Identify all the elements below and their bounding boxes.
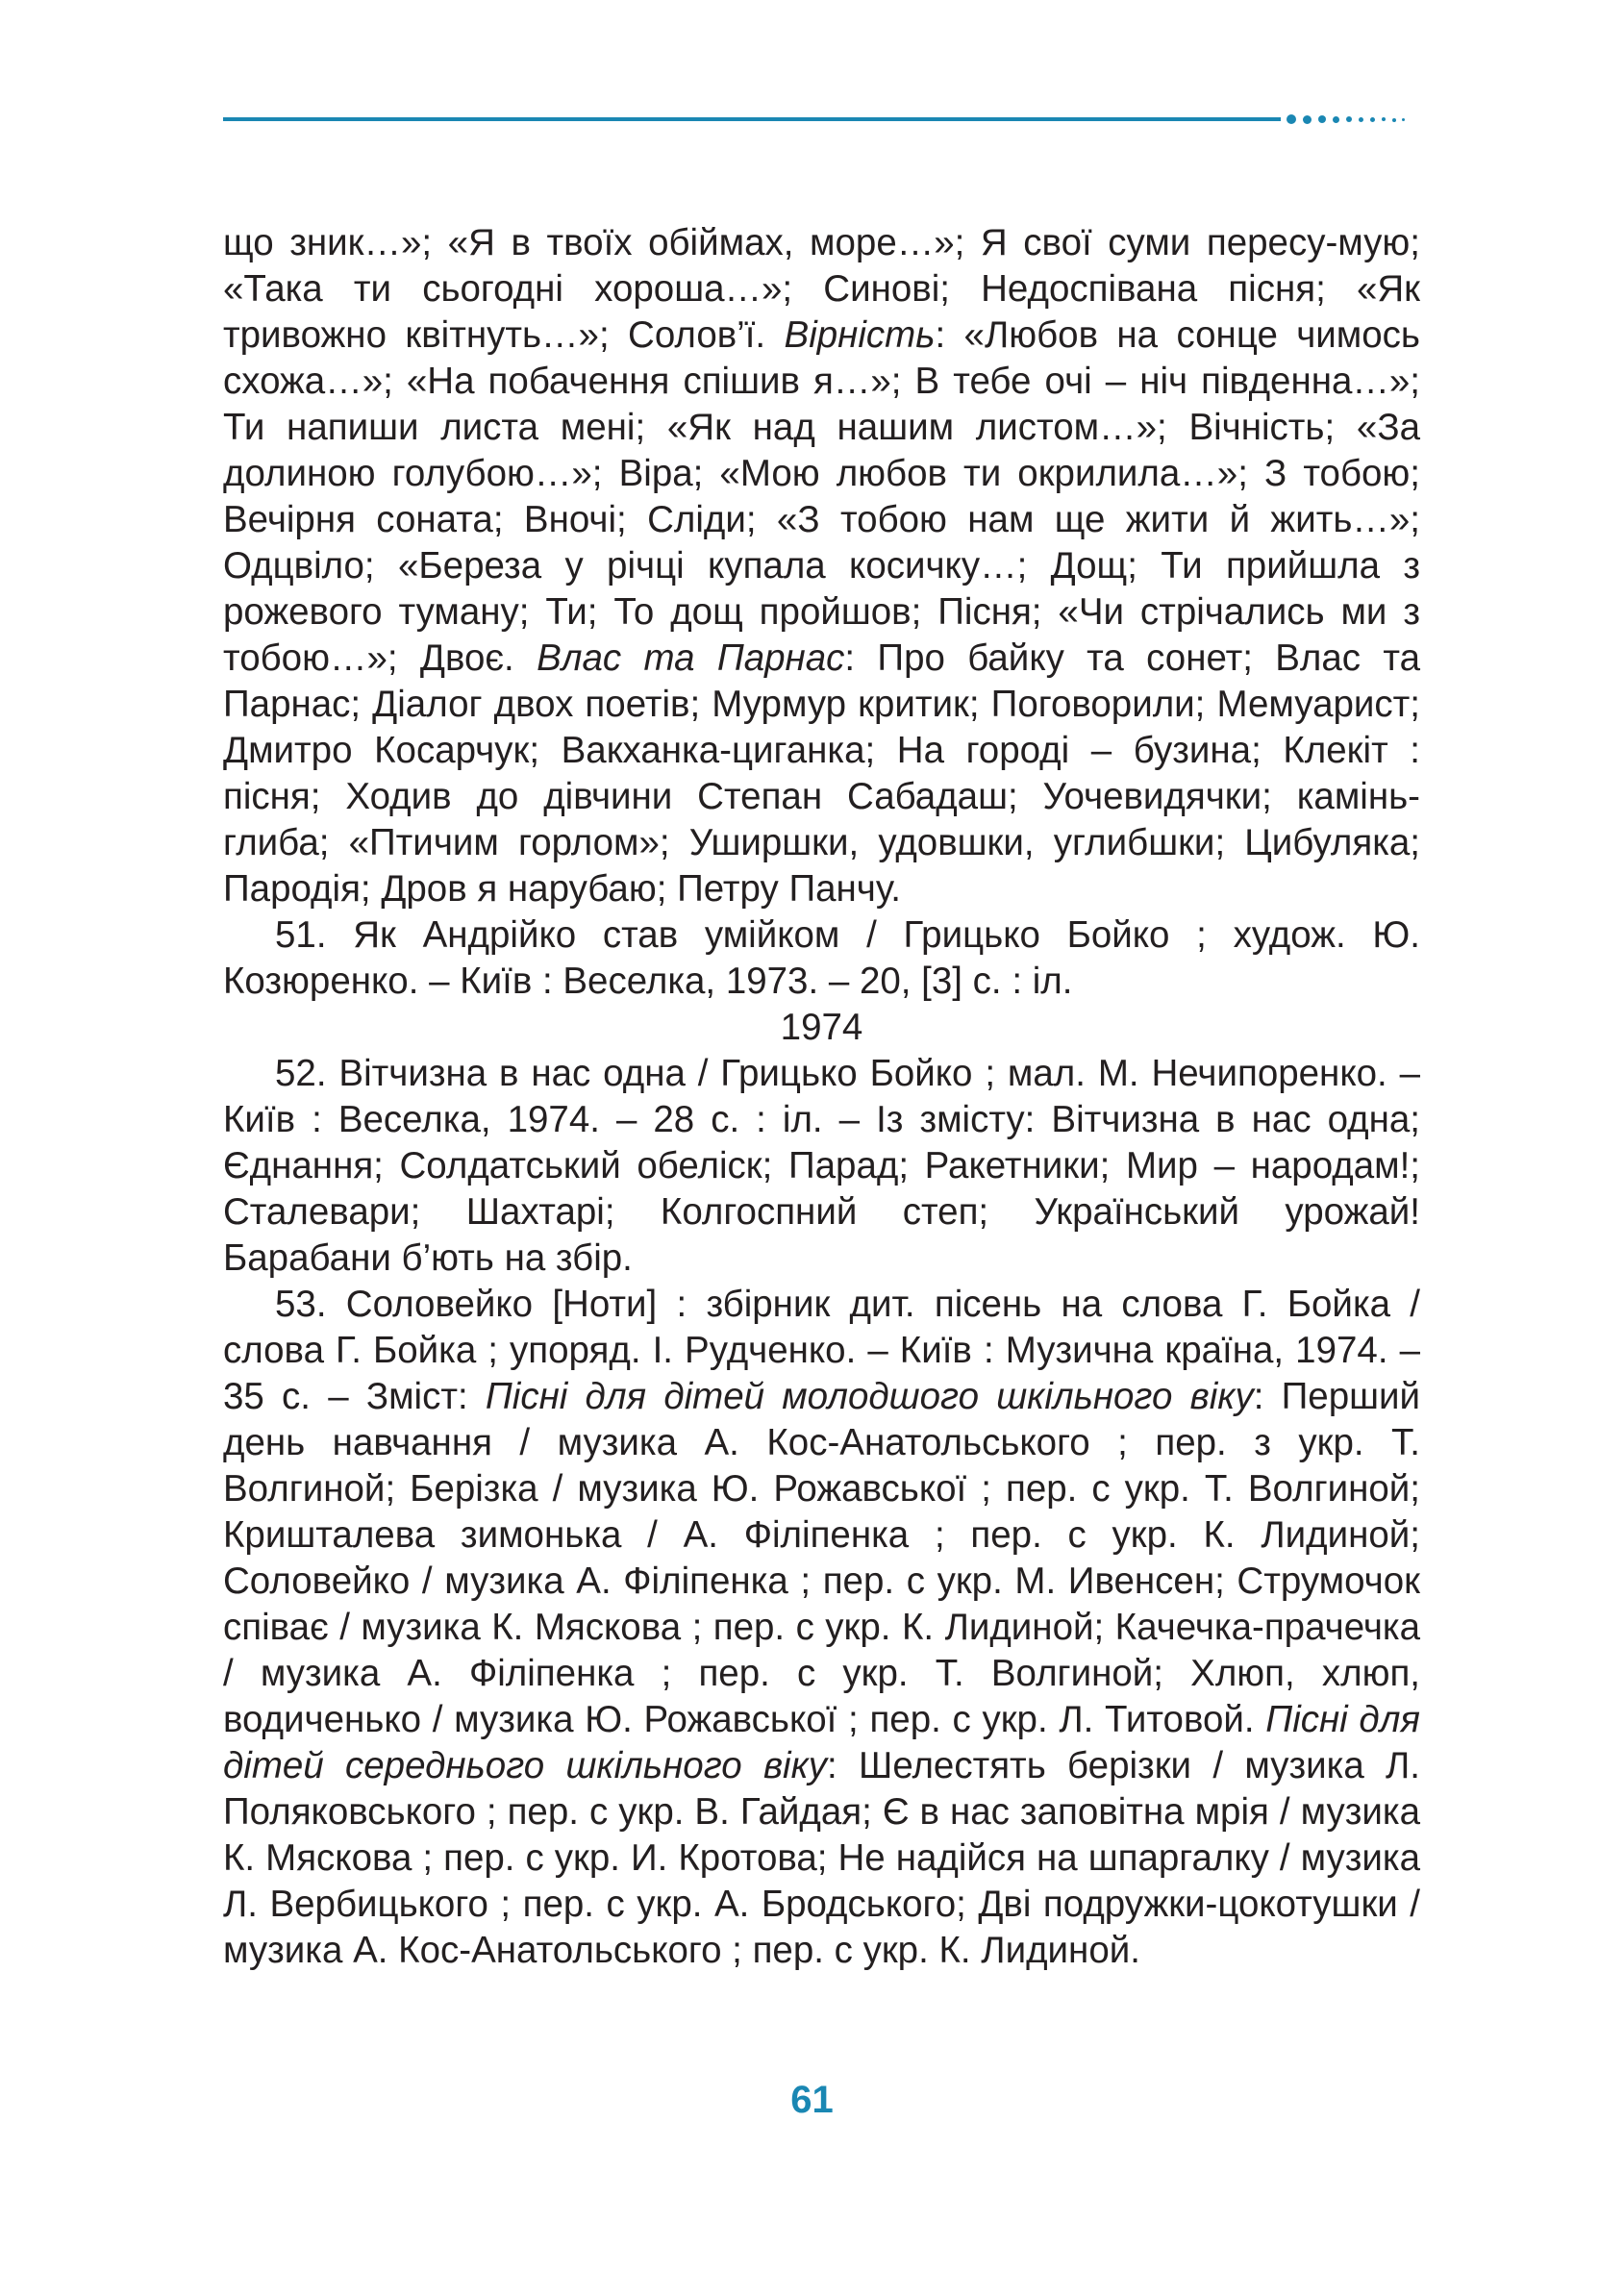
entry-53 <box>223 1282 1420 1974</box>
entry-text: 53. Соловейко [Ноти] : збірник дит. пісень на слова Г. Бойка / слова Г. Бойка ; упоряд. І. Рудченко. – Київ : Музична країна, 1974. – 35 с. – Зміст: <box>223 1284 1420 1417</box>
entry-52: 52. Вітчизна в нас одна / Грицько Бойко ; мал. М. Нечипоренко. – Київ : Веселка, 1974. – 28 с. : іл. – Із змісту: Вітчизна в нас одна; Єднання; Солдатський обеліск; Парад; Ракетники; Мир – народам!; Сталевари; Шахтарі; Колгоспний степ; Український урожай! Барабани б’ють на збір. <box>223 1053 1420 1279</box>
entry-text: : Перший день навчання / музика А. Кос-Анатольського ; пер. з укр. Т. Волгиной; Берізка / музика Ю. Рожавської ; пер. с укр. Т. Волгиной; Кришталева зимонька / А. Філіпенка ; пер. с укр. К. Лидиной; Соловейко / музика А. Філіпенка ; пер. с укр. М. Ивенсен; Струмочок співає / музика К. Мяскова ; пер. с укр. К. Лидиной; Качечка-прачечка / музика А. Філіпенка ; пер. с укр. Т. Волгиной; Хлюп, хлюп, водиченько / музика Ю. Рожавської ; пер. с укр. Л. Титовой. <box>223 1376 1421 1740</box>
entry-text: : Шелестять берізки / музика Л. Поляковського ; пер. с укр. В. Гайдая; Є в нас заповітна мрія / музика К. Мяскова ; пер. с укр. И. Кротова; Не надійся на шпаргалку / музика Л. Вербицького ; пер. с укр. А. Бродського; Дві подружки-цокотушки / музика А. Кос-Анатольського ; пер. с укр. К. Лидиной. <box>223 1745 1420 1971</box>
year-heading: 1974 <box>780 1007 863 1048</box>
entry-51: 51. Як Андрійко став умійком / Грицько Бойко ; худож. Ю. Козюренко. – Київ : Веселка, 1973. – 20, [3] с. : іл. <box>223 914 1420 1002</box>
section-title: Вірність <box>784 314 936 356</box>
entry-text: : Про байку та сонет; Влас та Парнас; Діалог двох поетів; Мурмур критик; Поговорили; Мемуарист; Дмитро Косарчук; Вакханка-циганка; На городі – бузина; Клекіт : пісня; Ходив до дівчини Степан Сабадаш; Уочевидячки; камінь-глиба; «Птичим горлом»; Уширшки, удовшки, углибшки; Цибуляка; Пародія; Дров я нарубаю; Петру Панчу. <box>223 637 1420 910</box>
entry-50-continued <box>223 220 1420 912</box>
entry-text: : «Любов на сонце чимось схожа…»; «На побачення спішив я…»; В тебе очі – ніч південна…»; Ти напиши листа мені; «Як над нашим листом…»; Вічність; «За долиною голубою…»; Віра; «Мою любов ти окрилила…»; З тобою; Вечірня соната; Вночі; Сліди; «З тобою нам ще жити й жить…»; Одцвіло; «Береза у річці купала косичку…; Дощ; Ти прийшла з рожевого туману; Ти; То дощ пройшов; Пісня; «Чи стрічались ми з тобою…»; Двоє. <box>223 314 1420 679</box>
entry-text: що зник…»; «Я в твоїх обіймах, море…»; Я свої суми пересу-мую; «Така ти сьогодні хороша…»; Синові; Недоспівана пісня; «Як тривожно квітнуть…»; Солов’ї. <box>223 222 1420 356</box>
page-number: 61 <box>790 2079 834 2121</box>
section-title: Пісні для дітей молодшого шкільного віку <box>485 1376 1254 1417</box>
section-title: Влас та Парнас <box>537 637 845 679</box>
header-rule <box>223 117 1281 121</box>
body-text <box>223 220 1420 1974</box>
section-title: Пісні для дітей середнього шкільного віку <box>223 1699 1420 1786</box>
